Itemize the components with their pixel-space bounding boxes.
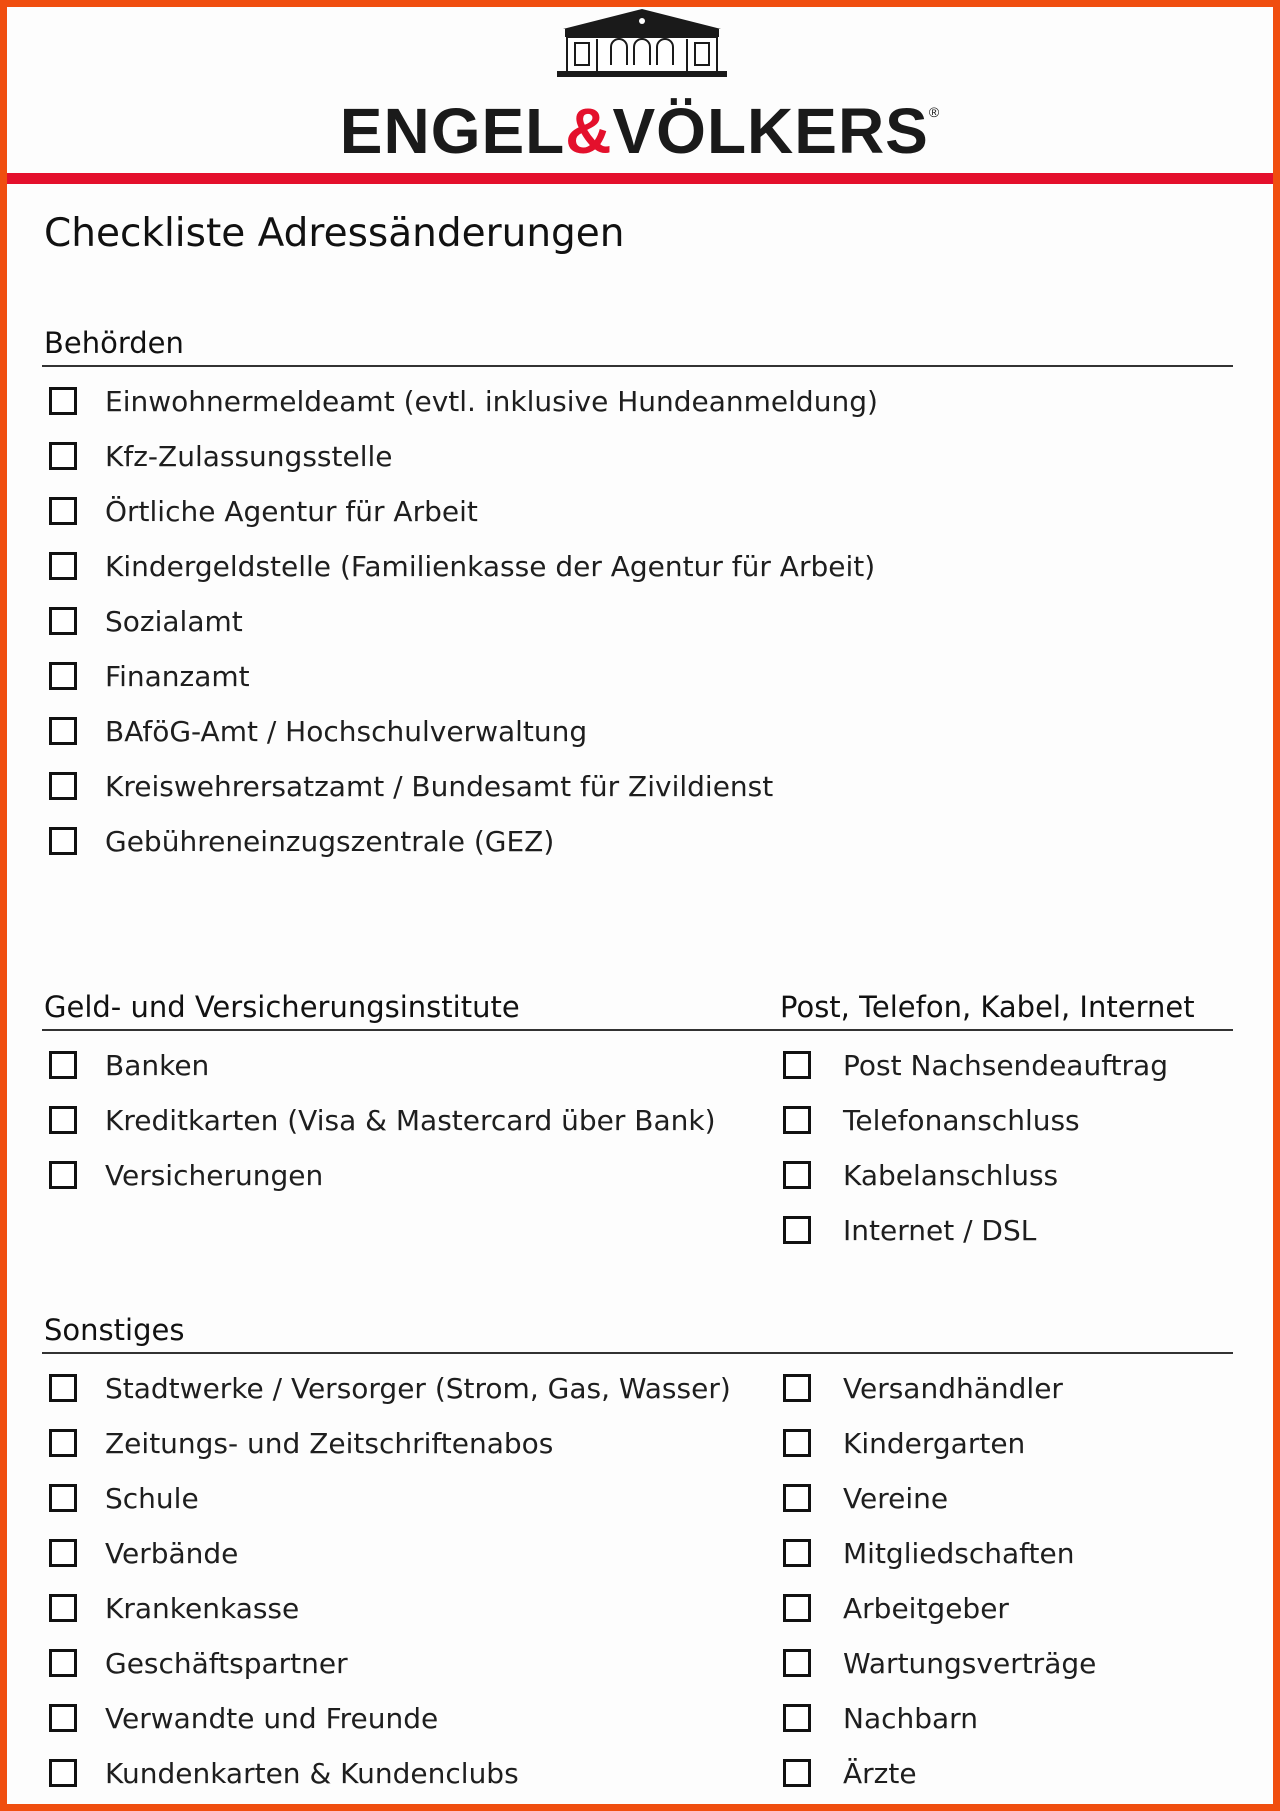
checkbox[interactable] [783,1216,811,1244]
item-label: Verbände [105,1537,239,1570]
item-label: Kindergeldstelle (Familienkasse der Agentur für Arbeit) [105,550,876,583]
section-rule [42,365,1233,367]
item-label: Versandhändler [843,1372,1063,1405]
item-label: Zeitungs- und Zeitschriftenabos [105,1427,554,1460]
checkbox[interactable] [49,552,77,580]
item-label: Sozialamt [105,605,243,638]
item-label: Verwandte und Freunde [105,1702,439,1735]
checkbox[interactable] [49,717,77,745]
item-label: Kfz-Zulassungsstelle [105,440,393,473]
brand-name-left: ENGEL [339,95,566,167]
item-label: Finanzamt [105,660,250,693]
checkbox[interactable] [783,1594,811,1622]
item-label: Banken [105,1049,210,1082]
item-label: Telefonanschluss [843,1104,1080,1137]
item-label: Kreditkarten (Visa & Mastercard über Bank) [105,1104,716,1137]
item-label: BAföG-Amt / Hochschulverwaltung [105,715,588,748]
item-label: Krankenkasse [105,1592,300,1625]
section-heading-post: Post, Telefon, Kabel, Internet [780,990,1195,1024]
checkbox[interactable] [49,1539,77,1567]
brand-divider [7,173,1273,184]
item-label: Versicherungen [105,1159,324,1192]
checkbox[interactable] [49,497,77,525]
checkbox[interactable] [49,772,77,800]
checkbox[interactable] [783,1106,811,1134]
checkbox[interactable] [783,1649,811,1677]
checklist-page [7,7,1273,1804]
item-label: Einwohnermeldeamt (evtl. inklusive Hundeanmeldung) [105,385,878,418]
checkbox[interactable] [49,442,77,470]
section-rule [42,1352,1233,1354]
item-label: Schule [105,1482,199,1515]
section-heading-sonstiges: Sonstiges [44,1313,185,1347]
page-title: Checkliste Adressänderungen [44,211,625,256]
brand-name-right: VÖLKERS [612,95,929,167]
item-label: Kindergarten [843,1427,1026,1460]
checkbox[interactable] [49,387,77,415]
brand-wordmark [7,95,1273,167]
item-label: Kreiswehrersatzamt / Bundesamt für Zivildienst [105,770,774,803]
item-label: Mitgliedschaften [843,1537,1075,1570]
checkbox[interactable] [783,1759,811,1787]
item-label: Nachbarn [843,1702,978,1735]
checkbox[interactable] [49,1106,77,1134]
checkbox[interactable] [49,662,77,690]
checkbox[interactable] [783,1374,811,1402]
brand-ampersand: & [565,95,613,167]
item-label: Vereine [843,1482,949,1515]
item-label: Internet / DSL [843,1214,1037,1247]
checkbox[interactable] [783,1161,811,1189]
checkbox[interactable] [49,1649,77,1677]
item-label: Stadtwerke / Versorger (Strom, Gas, Wasser) [105,1372,731,1405]
checkbox[interactable] [49,827,77,855]
checkbox[interactable] [783,1704,811,1732]
checkbox[interactable] [49,1161,77,1189]
checkbox[interactable] [49,607,77,635]
section-heading-behoerden: Behörden [44,326,184,360]
checkbox[interactable] [49,1484,77,1512]
item-label: Geschäftspartner [105,1647,348,1680]
item-label: Gebühreneinzugszentrale (GEZ) [105,825,555,858]
item-label: Wartungsverträge [843,1647,1097,1680]
section-heading-geld: Geld- und Versicherungsinstitute [44,990,520,1024]
item-label: Kundenkarten & Kundenclubs [105,1757,519,1790]
item-label: Post Nachsendeauftrag [843,1049,1168,1082]
checkbox[interactable] [49,1594,77,1622]
checkbox[interactable] [783,1051,811,1079]
checkbox[interactable] [49,1429,77,1457]
building-icon [549,7,735,79]
checkbox[interactable] [783,1429,811,1457]
checkbox[interactable] [49,1704,77,1732]
checkbox[interactable] [49,1759,77,1787]
checkbox[interactable] [783,1539,811,1567]
checkbox[interactable] [49,1374,77,1402]
item-label: Örtliche Agentur für Arbeit [105,495,478,528]
item-label: Kabelanschluss [843,1159,1059,1192]
section-rule [42,1029,1233,1031]
item-label: Ärzte [843,1757,917,1790]
checkbox[interactable] [49,1051,77,1079]
registered-mark: ® [928,104,941,120]
item-label: Arbeitgeber [843,1592,1009,1625]
checkbox[interactable] [783,1484,811,1512]
